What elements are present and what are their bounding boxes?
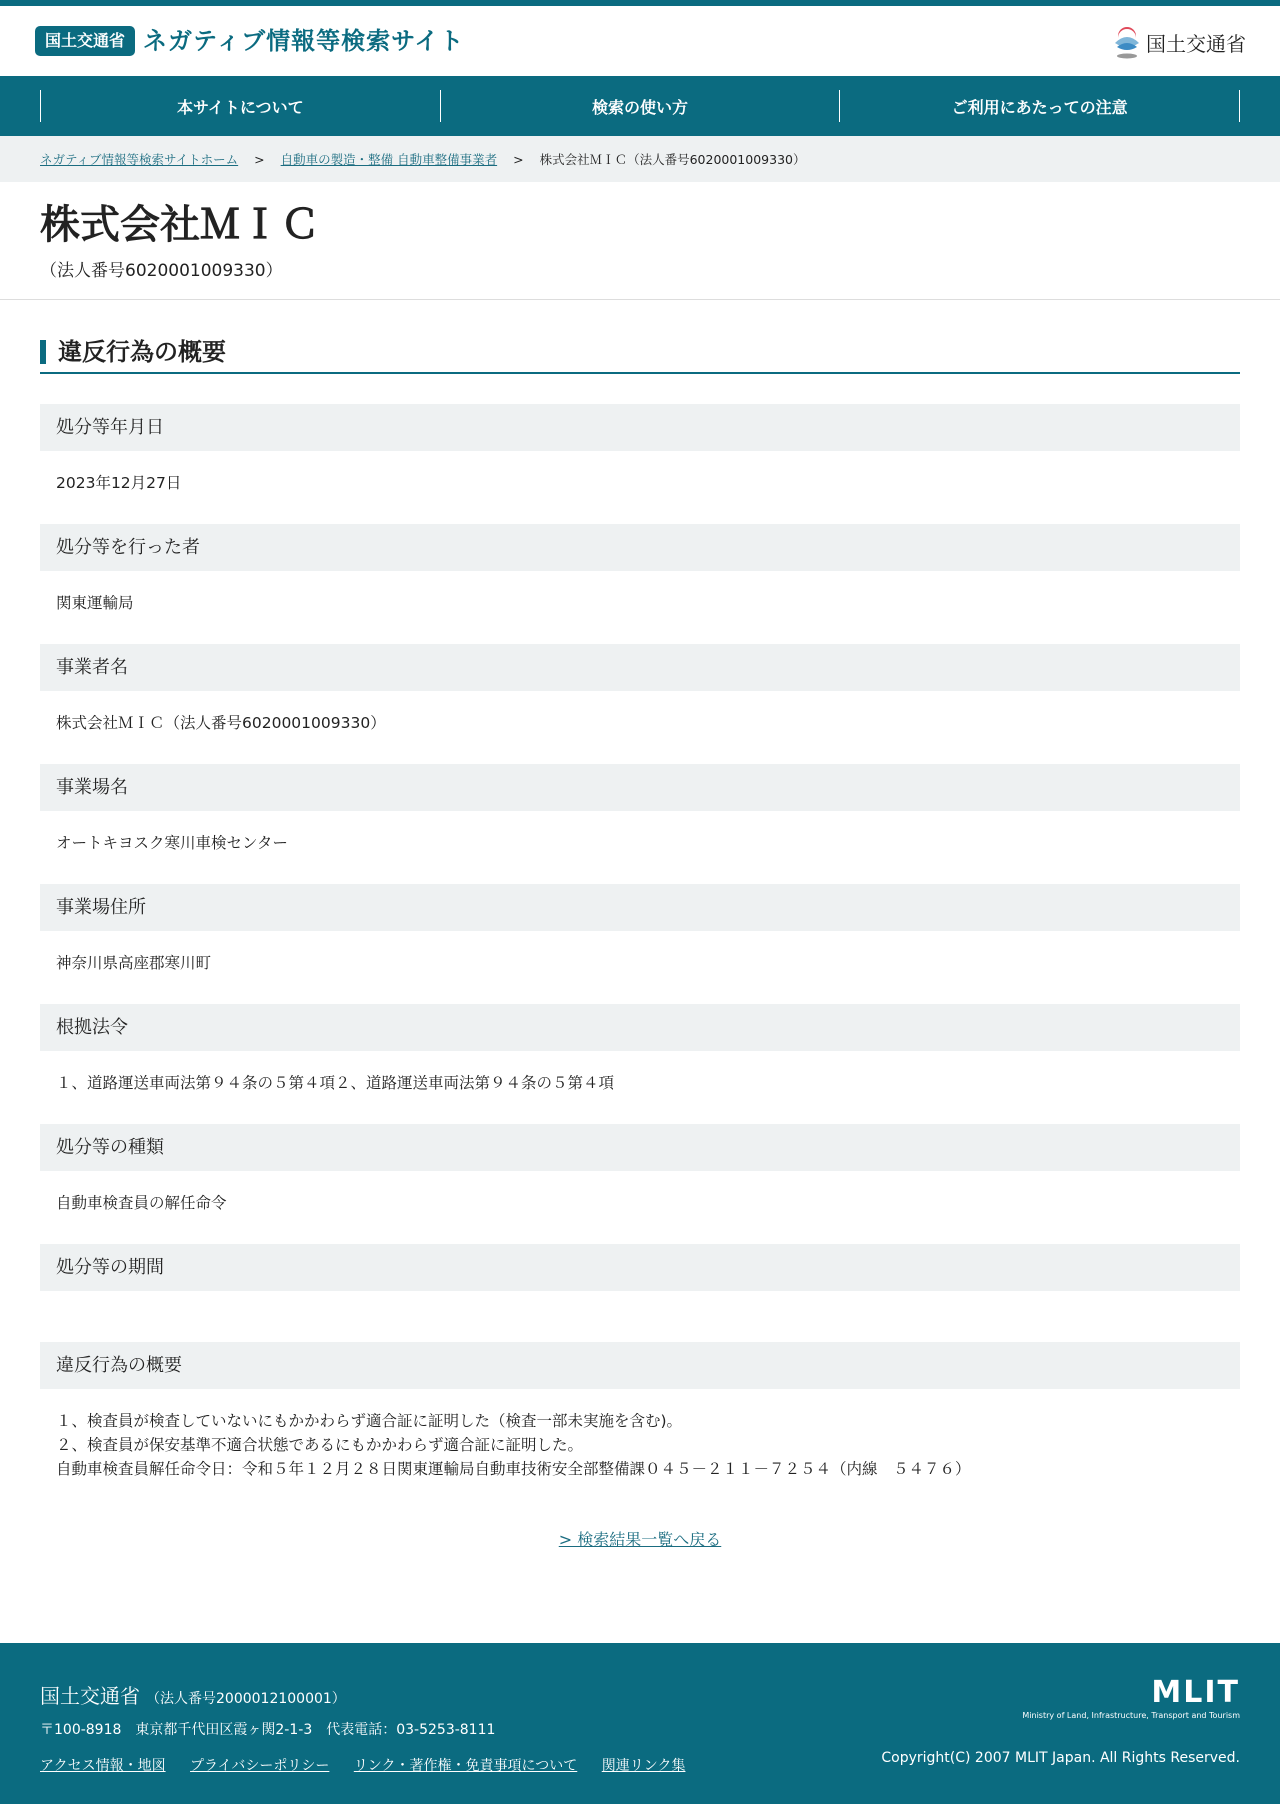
breadcrumb-home-link[interactable]: ネガティブ情報等検索サイトホーム (40, 152, 239, 167)
field-label: 処分等の期間 (40, 1244, 1240, 1291)
main-content (0, 340, 1280, 1550)
field-value (40, 1291, 1240, 1342)
field-label: 処分等の種類 (40, 1124, 1240, 1171)
field-legal-basis (40, 1004, 1240, 1124)
global-nav (0, 76, 1280, 136)
summary-line: ２、検査員が保安基準不適合状態であるにもかかわらず適合証に証明した。 (56, 1436, 584, 1454)
field-label: 根拠法令 (40, 1004, 1240, 1051)
nav-about[interactable]: 本サイトについて (40, 90, 440, 122)
field-label: 処分等を行った者 (40, 524, 1240, 571)
footer-copyright: Copyright(C) 2007 MLIT Japan. All Rights Reserved. (881, 1750, 1240, 1766)
footer-mlit-logo: MLIT (1151, 1675, 1240, 1710)
nav-usage-notes[interactable]: ご利用にあたっての注意 (839, 90, 1240, 122)
mlit-logo[interactable] (1112, 25, 1246, 59)
footer-link-copyright[interactable]: リンク・著作権・免責事項について (353, 1758, 578, 1774)
field-value: 関東運輸局 (56, 594, 134, 612)
breadcrumb-separator: > (254, 151, 265, 167)
field-issuer (40, 524, 1240, 644)
field-violation-summary (40, 1342, 1240, 1481)
summary-line: １、検査員が検査していないにもかかわらず適合証に証明した（検査一部未実施を含む)。 (56, 1412, 683, 1430)
field-business-name (40, 644, 1240, 764)
ministry-badge: 国土交通省 (35, 26, 135, 56)
field-disposition-period (40, 1244, 1240, 1342)
field-label: 処分等年月日 (40, 404, 1240, 451)
back-link-wrap (40, 1527, 1240, 1550)
mlit-emblem-icon (1112, 25, 1142, 59)
footer-mlit-subtitle: Ministry of Land, Infrastructure, Transport and Tourism (1022, 1711, 1240, 1720)
page-title-block (0, 182, 1280, 300)
site-header (0, 6, 1280, 76)
site-footer (0, 1643, 1280, 1804)
breadcrumb-current: 株式会社ＭＩＣ（法人番号6020001009330） (539, 152, 806, 167)
field-site-address (40, 884, 1240, 1004)
field-disposition-date (40, 404, 1240, 524)
page-title: 株式会社ＭＩＣ (40, 202, 320, 248)
breadcrumb-category-link[interactable]: 自動車の製造・整備 自動車整備事業者 (280, 152, 498, 167)
field-value: 自動車検査員の解任命令 (56, 1194, 227, 1212)
field-value: オートキヨスク寒川車検センター (56, 834, 288, 852)
site-title[interactable]: ネガティブ情報等検索サイト (143, 27, 465, 55)
section-heading: 違反行為の概要 (40, 340, 1240, 374)
footer-link-access[interactable]: アクセス情報・地図 (40, 1758, 166, 1774)
footer-link-privacy[interactable]: プライバシーポリシー (190, 1758, 330, 1774)
footer-org-corp-no: （法人番号2000012100001） (146, 1691, 346, 1707)
field-label: 事業場名 (40, 764, 1240, 811)
breadcrumb (0, 136, 1280, 182)
field-label: 事業者名 (40, 644, 1240, 691)
summary-line: 自動車検査員解任命令日：令和５年１２月２８日関東運輸局自動車技術安全部整備課０４５－２１１－７２５４（内線 ５４７６） (56, 1460, 971, 1478)
footer-address: 〒100-8918 東京都千代田区霞ヶ関2-1-3 代表電話：03-5253-8111 (40, 1722, 496, 1738)
field-value: 神奈川県高座郡寒川町 (56, 954, 212, 972)
field-value (40, 1389, 1240, 1481)
field-label: 違反行為の概要 (40, 1342, 1240, 1389)
breadcrumb-separator: > (513, 151, 524, 167)
footer-right (881, 1675, 1240, 1766)
field-label: 事業場住所 (40, 884, 1240, 931)
back-to-results-link[interactable]: > 検索結果一覧へ戻る (558, 1530, 722, 1549)
mlit-logo-text: 国土交通省 (1146, 31, 1246, 56)
field-disposition-type (40, 1124, 1240, 1244)
field-site-name (40, 764, 1240, 884)
footer-org-name: 国土交通省 (40, 1684, 140, 1708)
footer-link-related[interactable]: 関連リンク集 (601, 1758, 686, 1774)
nav-how-to-search[interactable]: 検索の使い方 (440, 90, 840, 122)
field-value: 株式会社ＭＩＣ（法人番号6020001009330） (56, 714, 386, 732)
field-value: １、道路運送車両法第９４条の５第４項２、道路運送車両法第９４条の５第４項 (56, 1074, 615, 1092)
corporate-number: （法人番号6020001009330） (40, 261, 283, 281)
field-value: 2023年12月27日 (56, 474, 182, 492)
